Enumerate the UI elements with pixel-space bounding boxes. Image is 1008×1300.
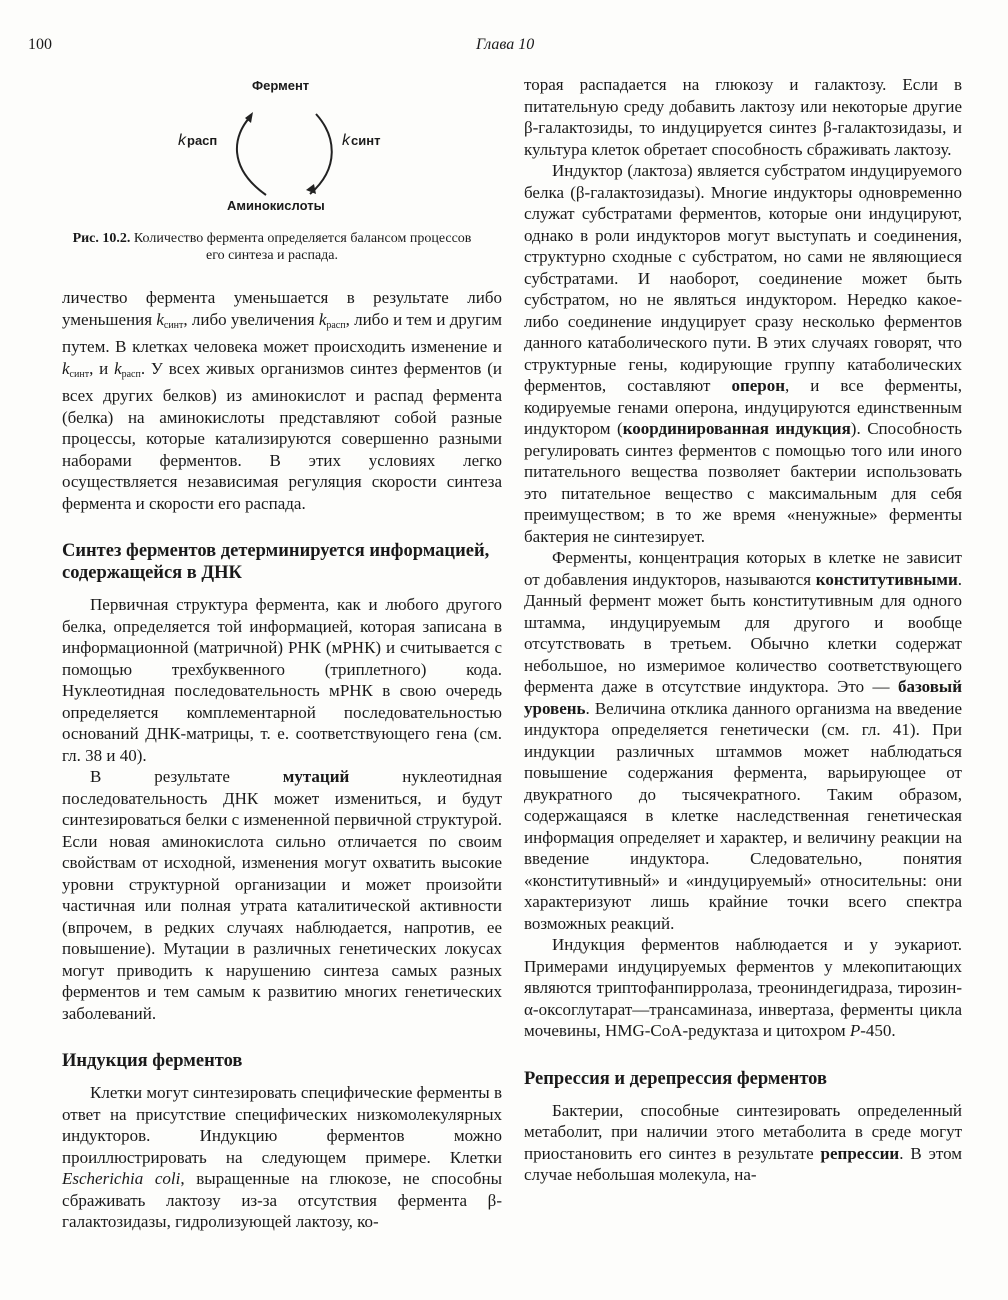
paragraph [62,1082,502,1233]
figure-caption [62,230,482,264]
text-run: Первичная структура фермента, как и любого другого белка, определяется той информацией, которая записана в информационной (матричной) РНК (мРНК) и считывается с помощью трехбуквенного (триплетного) кода. Нуклеотидная последовательность мРНК в свою очередь определяется комплементарной последовательностью оснований ДНК-матрицы, т. е. соответствующего гена (см. гл. 38 и 40). [62,595,502,765]
bold-term: репрессии [820,1143,900,1163]
text-run: Индуктор (лактоза) является субстратом индуцируемого белка (β-галактозидазы). Многие индукторы одновременно служат субстратами ферментов, которые они индуцируют, однако в роли индукторов могут выступать и соединения, структурно сходные с субстратом, но сами не являющиеся субстратами. И наоборот, соединение может быть субстратом, но не являться индуктором. Нередко какое-либо соединение индуцирует сразу несколько ферментов данного катаболического пути. В этих случаях говорят, что структурные гены, кодирующие группу катаболических ферментов, составляют [524,161,962,395]
text-run: Ферменты, концентрация которых в клетке не зависит от добавления индукторов, называются [524,548,962,589]
bold-term: мутаций [282,767,350,786]
subscript: синт [69,368,90,380]
text-run: , выращенные на глюкозе, не способны сбраживать лактозу из-за отсутствия фермента β-галактозидазы, гидролизующей лактозу, ко- [62,1169,502,1231]
text-run: -450. [860,1021,896,1040]
text-run: , и [89,358,115,378]
bold-term: базовый уровень [524,677,962,718]
bold-term: конститутивными [815,569,958,589]
paragraph [524,74,962,160]
text-run: , и все ферменты, кодируемые генами оперона, индуцируются единственным индуктором ( [524,376,962,438]
section-heading: Репрессия и дерепрессия ферментов [524,1068,827,1089]
subscript: синт [163,319,184,331]
text-run: . Величина отклика данного организма на введение индуктора определяется генетически (см. гл. 41). При индукции различных штаммов может наблюдаться повышение содержания фермента, варьирующее от двукратного до тысячекратного. Таким образом, содержащаяся в клетке наследственная генетическая информация определяет и характер, и величину реакции на введение индуктора. Следовательно, понятия «конститутивный» и «индуцируемый» относительны: они характеризуют лишь крайние точки всего спектра возможных реакций. [524,698,962,933]
italic-term: k [62,358,70,378]
italic-term: P [849,1021,861,1040]
right-column [524,74,962,1186]
k-synthesis-label [342,132,380,150]
subscript: расп [326,319,346,331]
text-run: личество фермента уменьшается в результате либо уменьшения [62,288,502,329]
text-run: , либо и тем и другим путем. В клетках человека может происходить изменение и [62,309,503,356]
section-heading: Индукция ферментов [62,1051,243,1071]
paragraph [524,547,962,934]
italic-term: k [114,358,122,378]
text-run: Бактерии, способные синтезировать определенный метаболит, при наличии этого метаболита в среде могут приостановить его синтез в результате [524,1100,962,1163]
figure-enzyme-balance [150,70,430,220]
italic-term: k [156,309,164,329]
section-heading: Синтез ферментов детерминируется информацией, содержащейся в ДНК [62,541,490,583]
k-synthesis-subscript: синт [351,133,381,148]
text-run: . В этом случае небольшая молекула, на- [524,1143,962,1184]
text-run: , либо увеличения [183,309,319,329]
k-decay-label [178,132,217,150]
caption-label: Рис. 10.2. [72,231,131,246]
italic-term: Escherichia coli [62,1169,181,1188]
figure-label-enzyme: Фермент [252,78,310,93]
text-run: Индукция ферментов наблюдается и у эукариот. Примерами индуцируемых ферментов у млекопитающих являются триптофанпирролаза, треониндегидраза, тирозин-α-оксоглутарат—трансаминаза, инвертаза, ферменты цикла мочевины, HMG-CoA-редуктаза и цитохром [524,935,962,1040]
paragraph [62,287,502,514]
text-run: торая распадается на глюкозу и галактозу. Если в питательную среду добавить лактозу или некоторые другие β-галактозиды, то индуцируется синтез β-галактозидазы, и культура клеток обретает способность сбраживать лактозу. [524,75,962,159]
bold-term: координированная индукция [622,419,851,438]
text-run: В результате [90,767,283,786]
text-run: . Данный фермент может быть конститутивным для одного штамма, индуцируемым для другого и вообще отсутствовать в третьем. Обычно клетки содержат небольшое, но измеримое количество соответствующего фермента даже в отсутствие индуктора. Это — [524,569,962,696]
text-run: . У всех живых организмов синтез ферментов (и всех других белков) из аминокислот и распад фермента (белка) на аминокислоты представляют собой разные процессы, которые катализируются совершенно разными наборами ферментов. В этих условиях легко осуществляется независимая регуляция скорости синтеза фермента и скорости его распада. [62,358,502,513]
paragraph [62,594,502,766]
subscript: расп [121,368,141,380]
text-run: ). Способность регулировать синтез ферментов с помощью того или иного питательного вещества позволяет бактерии использовать это питательное вещество с максимальным для себя преимуществом; в то же время «ненужные» ферменты бактерия не синтезирует. [524,419,963,546]
text-run: Клетки могут синтезировать специфические ферменты в ответ на присутствие специфических низкомолекулярных индукторов. Индукцию ферментов можно проиллюстрировать на следующем примере. Клетки [62,1083,502,1167]
paragraph [524,160,962,547]
italic-term: k [318,309,327,329]
figure-label-amino-acids: Аминокислоты [227,198,325,213]
k-decay-subscript: расп [187,133,218,148]
paragraph [524,1100,962,1186]
text-run: нуклеотидная последовательность ДНК может измениться, и будут синтезироваться белки с измененной первичной структурой. Если новая аминокислота сильно отличается по своим свойствам от исходной, изменения могут охватить высокие уровни структурной организации и может произойти частичная или полная утрата каталитической активности (впрочем, в редких случаях наблюдается, напротив, ее повышение). Мутации в различных генетических локусах могут приводить к нарушению синтеза самых разных ферментов и тем самым к развитию многих генетических заболеваний. [62,767,502,1023]
k-synthesis-symbol: k [342,132,350,149]
k-decay-symbol: k [178,132,186,149]
bold-term: оперон [731,376,786,395]
paragraph [524,934,962,1042]
caption-text: Количество фермента определяется балансом процессов его синтеза и распада. [130,231,472,263]
paragraph [62,766,502,1024]
page-number: 100 [28,36,52,53]
left-column [62,287,502,1233]
running-head: Глава 10 [476,36,535,53]
